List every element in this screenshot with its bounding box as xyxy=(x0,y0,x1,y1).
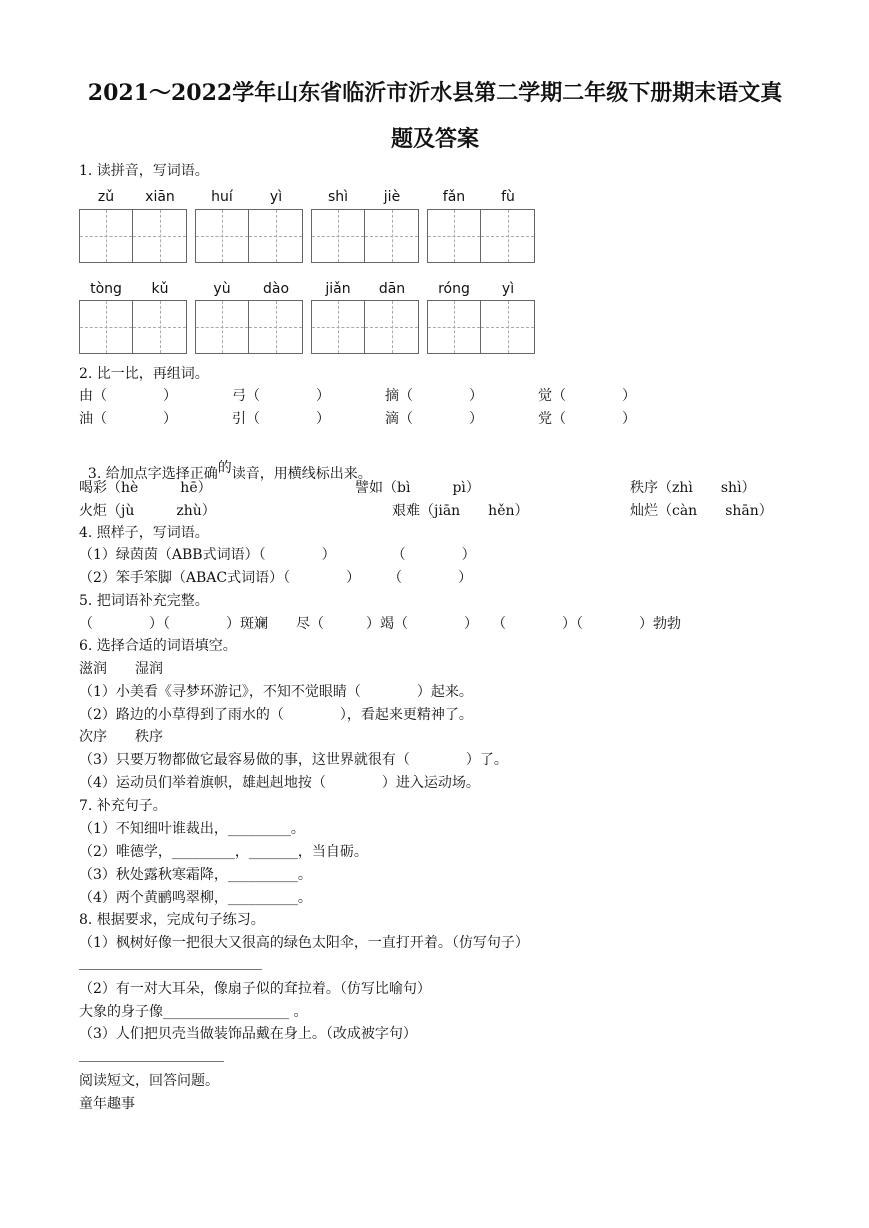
q2-item: 由（ ） xyxy=(79,388,177,404)
q2-item: 弓（ ） xyxy=(232,388,330,404)
q4-line-2: （2）笨手笨脚（ABAC式词语）（ ） （ ） xyxy=(79,570,473,586)
writing-grid-1b[interactable] xyxy=(195,209,303,263)
q8-line-3: （3）人们把贝壳当做装饰品戴在身上。（改成被字句） xyxy=(79,1026,417,1042)
writing-grid-2c[interactable] xyxy=(311,300,419,354)
reading-title: 童年趣事 xyxy=(79,1096,135,1112)
q3-item: 喝彩（hè hē） xyxy=(79,480,212,496)
pinyin-label: jiè xyxy=(383,189,401,205)
q6-word-choices-2: 次序 秩序 xyxy=(79,729,163,745)
q3-heading xyxy=(79,447,372,483)
q4-line-1: （1）绿茵茵（ABB式词语）（ ） （ ） xyxy=(79,547,476,563)
writing-grid-1a[interactable] xyxy=(79,209,187,263)
pinyin-label: dān xyxy=(378,281,406,297)
q7-line-3: （3）秋处露秋寒霜降，__________。 xyxy=(79,867,312,883)
pinyin-label: huí xyxy=(211,189,233,205)
q5-heading: 5. 把词语补充完整。 xyxy=(79,593,209,609)
q5-line: （ ）（ ）斑斓 尽（ ）竭（ ） （ ）（ ）勃勃 xyxy=(79,616,681,632)
q3-item: 灿烂（càn shān） xyxy=(630,503,773,519)
q3-item: 秩序（zhì shì） xyxy=(630,480,756,496)
writing-grid-2a[interactable] xyxy=(79,300,187,354)
pinyin-label: zǔ xyxy=(97,189,115,205)
q8-line-1: （1）枫树好像一把很大又很高的绿色太阳伞，一直打开着。（仿写句子） xyxy=(79,935,529,951)
q2-item: 引（ ） xyxy=(232,411,330,427)
q7-heading: 7. 补充句子。 xyxy=(79,798,167,814)
reading-intro: 阅读短文，回答问题。 xyxy=(79,1073,219,1089)
document-title-line2: 题及答案 xyxy=(390,126,479,152)
pinyin-label: tòng xyxy=(90,281,122,297)
q3-item: 艰难（jiān hěn） xyxy=(392,503,529,519)
pinyin-label: fù xyxy=(501,189,515,205)
q7-line-2: （2）唯德学，_________，_______，当自砺。 xyxy=(79,844,368,860)
pinyin-label: yì xyxy=(269,189,283,205)
q6-heading: 6. 选择合适的词语填空。 xyxy=(79,638,237,654)
q1-heading: 1. 读拼音，写词语。 xyxy=(79,163,209,179)
q3-item: 譬如（bì pì） xyxy=(355,480,480,496)
q8-line-2: （2）有一对大耳朵，像扇子似的耷拉着。（仿写比喻句） xyxy=(79,981,431,997)
pinyin-label: kǔ xyxy=(151,281,169,297)
pinyin-label: fǎn xyxy=(442,189,466,205)
q6-word-choices-1: 滋润 湿润 xyxy=(79,661,163,677)
pinyin-label: xiān xyxy=(145,189,175,205)
answer-line[interactable] xyxy=(79,969,262,970)
q3-item: 火炬（jù zhù） xyxy=(79,503,216,519)
q4-heading: 4. 照样子，写词语。 xyxy=(79,525,209,541)
q6-line-4: （4）运动员们举着旗帜，雄赳赳地按（ ）进入运动场。 xyxy=(79,775,480,791)
document-title: 2021～2022学年山东省临沂市沂水县第二学期二年级下册期末语文真 xyxy=(87,80,783,106)
writing-grid-2b[interactable] xyxy=(195,300,303,354)
writing-grid-2d[interactable] xyxy=(427,300,535,354)
q7-line-1: （1）不知细叶谁裁出，_________。 xyxy=(79,821,305,837)
q3-heading-a: 3. 给加点字选择正确 xyxy=(87,466,218,482)
writing-grid-1c[interactable] xyxy=(311,209,419,263)
q2-item: 油（ ） xyxy=(79,411,177,427)
q6-line-1: （1）小美看《寻梦环游记》，不知不觉眼睛（ ）起来。 xyxy=(79,684,473,700)
pinyin-label: yù xyxy=(213,281,231,297)
pinyin-label: jiǎn xyxy=(325,281,351,297)
q2-item: 党（ ） xyxy=(538,411,636,427)
q2-item: 滴（ ） xyxy=(385,411,483,427)
q2-heading: 2. 比一比，再组词。 xyxy=(79,366,209,382)
q6-line-2: （2）路边的小草得到了雨水的（ ），看起来更精神了。 xyxy=(79,707,473,723)
answer-line[interactable] xyxy=(79,1061,224,1062)
writing-grid-1d[interactable] xyxy=(427,209,535,263)
pinyin-label: shì xyxy=(327,189,349,205)
q8-line-2b: 大象的身子像__________________ 。 xyxy=(79,1004,308,1020)
q7-line-4: （4）两个黄鹂鸣翠柳，__________。 xyxy=(79,890,312,906)
q6-line-3: （3）只要万物都做它最容易做的事，这世界就很有（ ）了。 xyxy=(79,752,508,768)
q3-heading-sup: 的 xyxy=(217,460,232,476)
pinyin-label: róng xyxy=(438,281,470,297)
q2-item: 觉（ ） xyxy=(538,388,636,404)
q2-item: 摘（ ） xyxy=(385,388,483,404)
q8-heading: 8. 根据要求，完成句子练习。 xyxy=(79,912,265,928)
pinyin-label: yì xyxy=(501,281,515,297)
q3-heading-b: 读音，用横线标出来。 xyxy=(231,466,372,482)
pinyin-label: dào xyxy=(262,281,290,297)
